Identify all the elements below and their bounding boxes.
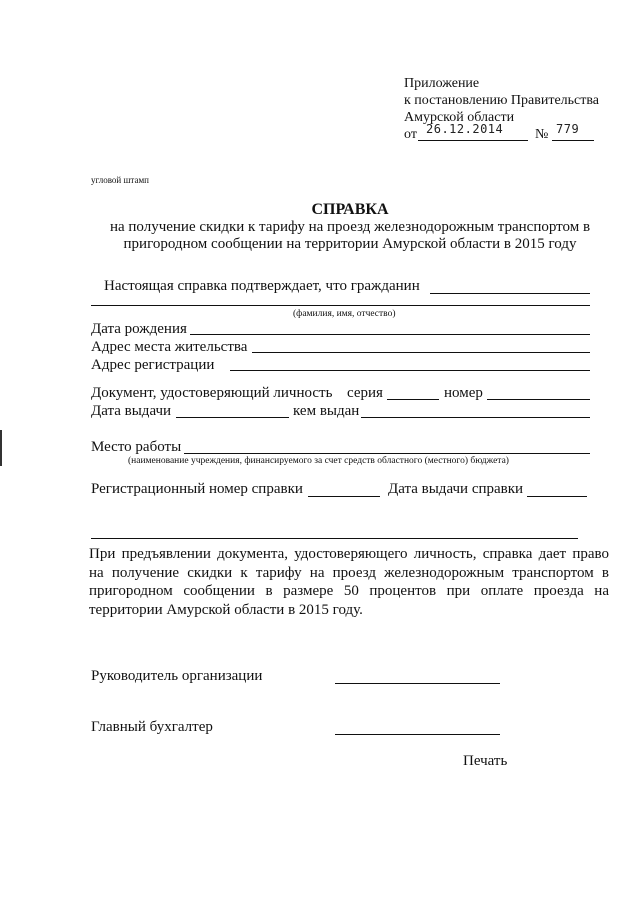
id-document-label: Документ, удостоверяющий личность bbox=[91, 385, 333, 401]
citizen-name-field-line1 bbox=[430, 293, 590, 294]
birth-date-field bbox=[190, 334, 590, 335]
residence-label: Адрес места жительства bbox=[91, 339, 248, 355]
corner-stamp-label: угловой штамп bbox=[91, 175, 149, 185]
birth-date-label: Дата рождения bbox=[91, 321, 187, 337]
fio-hint: (фамилия, имя, отчество) bbox=[293, 309, 396, 319]
id-series-field bbox=[387, 399, 439, 400]
appendix-date-line bbox=[418, 140, 528, 141]
notice-line: территории Амурской области в 2015 году. bbox=[89, 601, 363, 618]
head-signature-line bbox=[335, 683, 500, 684]
notice-line: на получение скидки к тарифу на проезд железнодорожным транспортом в bbox=[89, 564, 609, 581]
registration-label: Адрес регистрации bbox=[91, 357, 215, 373]
appendix-number-value: 779 bbox=[556, 122, 580, 136]
issued-by-field bbox=[361, 417, 590, 418]
reg-number-field bbox=[308, 496, 380, 497]
cert-issue-date-field bbox=[527, 496, 587, 497]
id-series-label: серия bbox=[347, 385, 383, 401]
issued-by-label: кем выдан bbox=[293, 403, 360, 419]
issue-date-field bbox=[176, 417, 289, 418]
notice-line: При предъявлении документа, удостоверяющего личность, справка дает право bbox=[89, 546, 609, 562]
appendix-date-value: 26.12.2014 bbox=[426, 122, 504, 136]
seal-label: Печать bbox=[463, 753, 508, 769]
scan-edge-mark bbox=[0, 430, 5, 466]
appendix-region: Амурской области bbox=[404, 110, 515, 125]
notice-line: пригородном сообщении в размере 50 процентов при оплате проезда на bbox=[89, 583, 609, 599]
residence-field bbox=[252, 352, 590, 353]
reg-number-label: Регистрационный номер справки bbox=[91, 481, 303, 497]
notice-paragraph bbox=[89, 545, 609, 619]
workplace-hint: (наименование учреждения, финансируемого за счет средств областного (местного) бюджета) bbox=[128, 456, 509, 466]
registration-field bbox=[230, 370, 590, 371]
head-signature-label: Руководитель организации bbox=[91, 668, 263, 684]
issue-date-label: Дата выдачи bbox=[91, 403, 172, 419]
cert-issue-date-label: Дата выдачи справки bbox=[388, 481, 524, 497]
section-divider bbox=[91, 538, 578, 539]
id-number-label: номер bbox=[444, 385, 483, 401]
accountant-signature-line bbox=[335, 734, 500, 735]
accountant-signature-label: Главный бухгалтер bbox=[91, 719, 213, 735]
appendix-title: Приложение bbox=[404, 76, 480, 91]
citizen-name-field-line2 bbox=[91, 305, 590, 306]
workplace-label: Место работы bbox=[91, 439, 182, 455]
appendix-number-prefix: № bbox=[535, 127, 549, 142]
appendix-resolution: к постановлению Правительства bbox=[404, 93, 600, 108]
workplace-field bbox=[184, 453, 590, 454]
document-subtitle-line1: на получение скидки к тарифу на проезд железнодорожным транспортом в bbox=[109, 219, 591, 235]
confirm-text: Настоящая справка подтверждает, что гражданин bbox=[104, 278, 420, 294]
document-title: СПРАВКА bbox=[311, 201, 389, 218]
appendix-number-line bbox=[552, 140, 594, 141]
document-subtitle-line2: пригородном сообщении на территории Амурской области в 2015 году bbox=[123, 236, 577, 252]
appendix-date-prefix: от bbox=[404, 127, 417, 142]
id-number-field bbox=[487, 399, 590, 400]
